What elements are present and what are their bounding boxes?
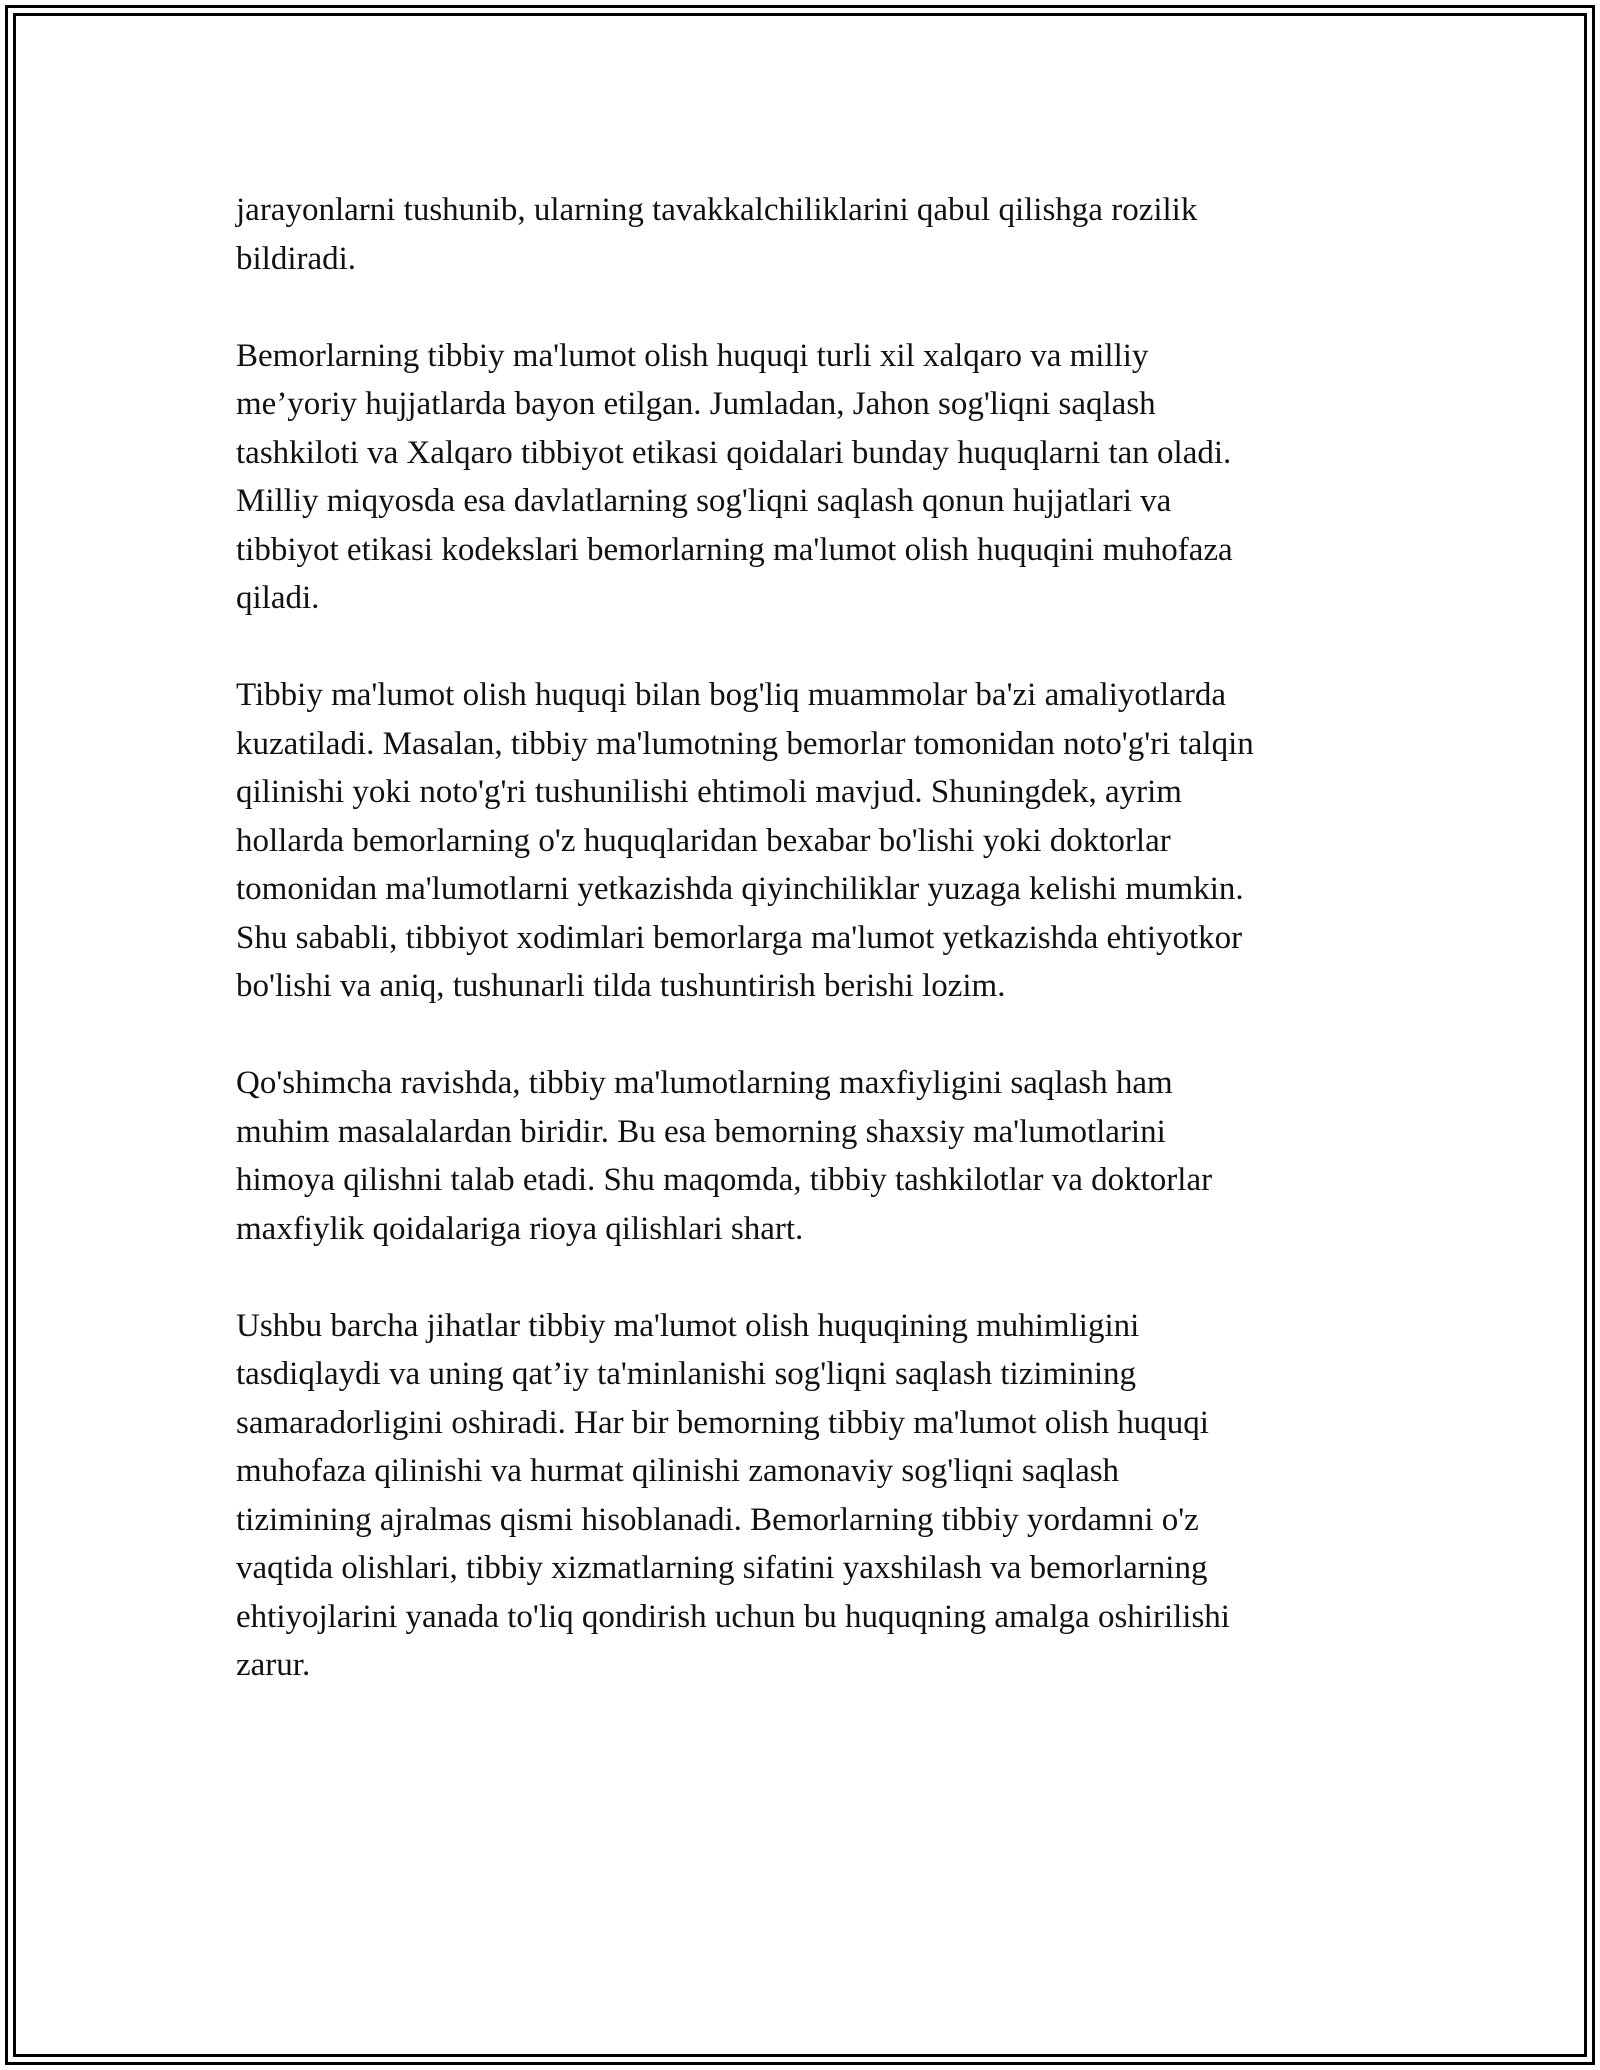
- paragraph-line: muhofaza qilinishi va hurmat qilinishi zamonaviy sog'liqni saqlash: [236, 1453, 1120, 1489]
- paragraph-line: maxfiylik qoidalariga rioya qilishlari shart.: [236, 1210, 804, 1247]
- paragraph-line: qiladi.: [236, 580, 320, 616]
- paragraph-line: kuzatiladi. Masalan, tibbiy ma'lumotning bemorlar tomonidan noto'g'ri talqin: [236, 725, 1254, 762]
- paragraph-line: tizimining ajralmas qismi hisoblanadi. Bemorlarning tibbiy yordamni o'z: [236, 1501, 1199, 1538]
- paragraph-4: [236, 1059, 1386, 1253]
- paragraph-line: Milliy miqyosda esa davlatlarning sog'liqni saqlash qonun hujjatlari va: [236, 483, 1172, 519]
- paragraph-line: Shu sababli, tibbiyot xodimlari bemorlarga ma'lumot yetkazishda ehtiyotkor: [236, 919, 1243, 956]
- paragraph-3: [236, 671, 1386, 1011]
- paragraph-line: me’yoriy hujjatlarda bayon etilgan. Jumladan, Jahon sog'liqni saqlash: [236, 386, 1156, 422]
- paragraph-line: Tibbiy ma'lumot olish huquqi bilan bog'liq muammolar ba'zi amaliyotlarda: [236, 677, 1226, 713]
- paragraph-line: tasdiqlaydi va uning qat’iy ta'minlanishi sog'liqni saqlash tizimining: [236, 1356, 1137, 1392]
- paragraph-line: muhim masalalardan biridir. Bu esa bemorning shaxsiy ma'lumotlarini: [236, 1113, 1166, 1150]
- paragraph-line: Ushbu barcha jihatlar tibbiy ma'lumot olish huquqining muhimligini: [236, 1307, 1140, 1344]
- paragraph-line: hollarda bemorlarning o'z huquqlaridan bexabar bo'lishi yoki doktorlar: [236, 822, 1171, 859]
- document-body: [236, 186, 1386, 1738]
- paragraph-1: [236, 186, 1386, 283]
- paragraph-line: qilinishi yoki noto'g'ri tushunilishi ehtimoli mavjud. Shuningdek, ayrim: [236, 774, 1182, 810]
- paragraph-line: zarur.: [236, 1647, 311, 1683]
- paragraph-line: tomonidan ma'lumotlarni yetkazishda qiyinchiliklar yuzaga kelishi mumkin.: [236, 871, 1244, 907]
- paragraph-line: bo'lishi va aniq, tushunarli tilda tushuntirish berishi lozim.: [236, 968, 1006, 1004]
- paragraph-line: samaradorligini oshiradi. Har bir bemorning tibbiy ma'lumot olish huquqi: [236, 1404, 1209, 1441]
- paragraph-line: ehtiyojlarini yanada to'liq qondirish uchun bu huquqning amalga oshirilishi: [236, 1598, 1230, 1635]
- paragraph-5: [236, 1302, 1386, 1690]
- paragraph-line: Qo'shimcha ravishda, tibbiy ma'lumotlarning maxfiyligini saqlash ham: [236, 1065, 1173, 1101]
- paragraph-line: vaqtida olishlari, tibbiy xizmatlarning sifatini yaxshilash va bemorlarning: [236, 1550, 1208, 1586]
- paragraph-line: jarayonlarni tushunib, ularning tavakkalchiliklarini qabul qilishga rozilik: [236, 192, 1198, 228]
- paragraph-line: bildiradi.: [236, 240, 357, 277]
- paragraph-line: tashkiloti va Xalqaro tibbiyot etikasi qoidalari bunday huquqlarni tan oladi.: [236, 434, 1232, 471]
- paragraph-line: Bemorlarning tibbiy ma'lumot olish huquqi turli xil xalqaro va milliy: [236, 337, 1149, 374]
- paragraph-line: himoya qilishni talab etadi. Shu maqomda, tibbiy tashkilotlar va doktorlar: [236, 1162, 1213, 1198]
- paragraph-2: [236, 332, 1386, 623]
- paragraph-line: tibbiyot etikasi kodekslari bemorlarning ma'lumot olish huquqini muhofaza: [236, 531, 1233, 568]
